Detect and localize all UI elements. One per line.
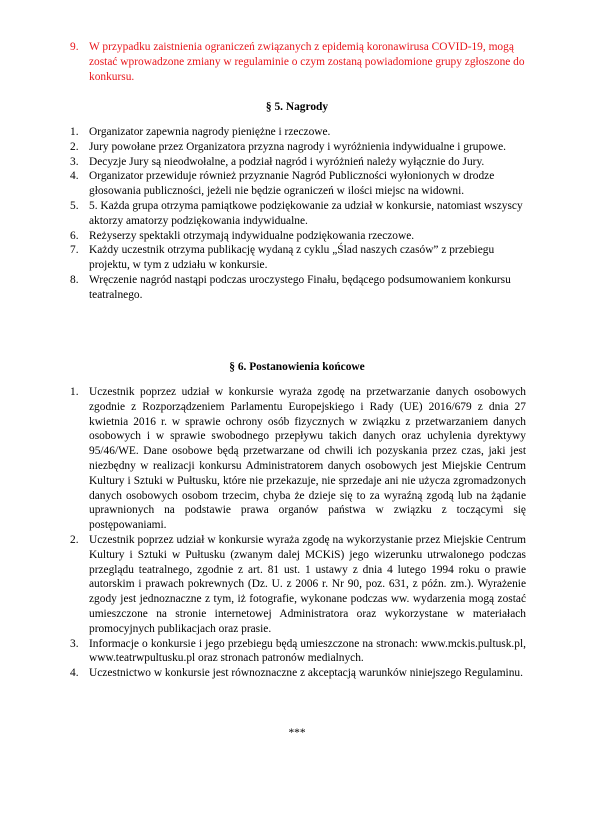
list-item: 4. Uczestnictwo w konkursie jest równoznaczne z akceptacją warunków niniejszego Regulaminu. <box>70 667 523 680</box>
list-item: 1. Organizator zapewnia nagrody pieniężne i rzeczowe. <box>70 126 331 138</box>
list-item <box>0 40 594 84</box>
list-item: 2. Uczestnik poprzez udział w konkursie wyraża zgodę na wykorzystanie przez Miejskie Centrum Kultury i Sztuki w Pułtusku (zwanym dalej MCKiS) jego wizerunku utrwalonego podczas przeglądu teatralnego, zgodnie z art. 81 ust. 1 ustawy z dnia 4 lutego 1994 roku o prawie autorskim i prawach pokrewnych (Dz. U. z 2006 r. Nr 90, poz. 631, z późn. zm.). Wyrażenie zgody jest jednoznaczne z tym, iż fotografie, wykonane podczas ww. wydarzenia mogą zostać umieszczone na stronie internetowej Administratora oraz wykorzystane w materiałach promocyjnych publikacjach oraz prasie. <box>70 533 526 635</box>
list-text: W przypadku zaistnienia ograniczeń związanych z epidemią koronawirusa COVID-19, mogą zostać wprowadzone zmiany w regulaminie o czym zostaną powiadomione grupy zgłoszone do konkursu. <box>89 41 525 83</box>
section-6-list <box>0 385 594 681</box>
list-item: 4. Organizator przewiduje również przyznanie Nagród Publiczności wyłonionych w drodze głosowania publiczności, jeżeli nie będzie ograniczeń w ilości miejsc na widowni. <box>70 170 495 198</box>
list-item: 1. Uczestnik poprzez udział w konkursie wyraża zgodę na przetwarzanie danych osobowych zgodnie z Rozporządzeniem Parlamentu Europejskiego i Rady (UE) 2016/679 z dnia 27 kwietnia 2016 r. w sprawie ochrony osób fizycznych w związku z przetwarzaniem danych osobowych i w sprawie swobodnego przepływu takich danych oraz uchylenia dyrektywy 95/46/WE. Dane osobowe będą przetwarzane od chwili ich pozyskania przez czas, jaki jest niezbędny w realizacji konkursu Administratorem danych osobowych jest Miejskie Centrum Kultury i Sztuki w Pułtusku, które nie przekazuje, nie sprzedaje ani nie użycza zgromadzonych danych osobowych osobom trzecim, chyba że dzieje się to za wyraźną zgodą lub na żądanie uprawnionych na podstawie prawa organów państwa w związku z toczącymi się postępowaniami. <box>70 386 526 532</box>
list-item: 2. Jury powołane przez Organizatora przyzna nagrody i wyróżnienia indywidualne i grupowe. <box>70 140 506 153</box>
list-item: 8. Wręczenie nagród nastąpi podczas uroczystego Finału, będącego podsumowaniem konkursu teatralnego. <box>70 273 511 301</box>
section-5-heading: § 5. Nagrody <box>265 101 329 113</box>
section-6-heading: § 6. Postanowienia końcowe <box>229 361 365 373</box>
covid-notice-section <box>0 40 594 84</box>
section-5-list <box>0 125 594 303</box>
list-item: 5. 5. Każda grupa otrzyma pamiątkowe podziękowanie za udział w konkursie, natomiast wszyscy aktorzy amatorzy podziękowania indywidualne. <box>70 199 523 227</box>
list-item: 3. Decyzje Jury są nieodwołalne, a podział nagród i wyróżnień należy wyłącznie do Jury. <box>70 155 485 168</box>
list-item: 7. Każdy uczestnik otrzyma publikację wydaną z cyklu „Ślad naszych czasów” z przebiegu projektu, w tym z udziału w konkursie. <box>70 244 495 272</box>
list-item: 6. Reżyserzy spektakli otrzymają indywidualne podziękowania rzeczowe. <box>70 229 415 242</box>
list-item: 3. Informacje o konkursie i jego przebiegu będą umieszczone na stronach: www.mckis.pultusk.pl, www.teatrwpultusku.pl oraz stronach patronów medialnych. <box>70 637 526 665</box>
list-number: 9. <box>70 41 79 53</box>
closing-stars: *** <box>288 727 306 739</box>
